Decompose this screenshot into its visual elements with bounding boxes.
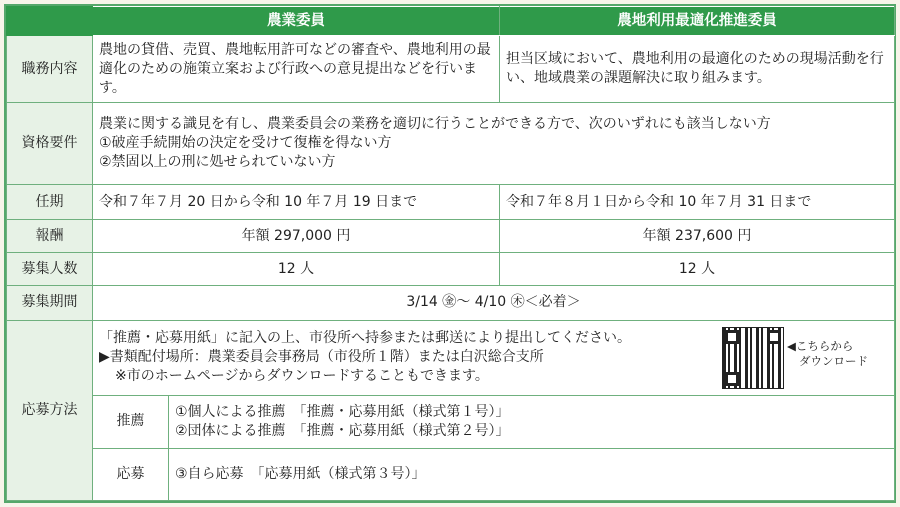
count-col2: 12 人	[500, 253, 895, 286]
recruitment-table-frame	[4, 4, 896, 503]
count-label: 募集人数	[7, 253, 93, 286]
apply-instructions	[93, 320, 895, 396]
qualification-line2: ①破産手続開始の決定を受けて復権を得ない方	[99, 135, 392, 152]
pay-col1: 年額 297,000 円	[93, 219, 500, 253]
pay-col2: 年額 237,600 円	[500, 219, 895, 253]
qualification-line3: ②禁固以上の刑に処せられていない方	[99, 154, 336, 171]
qualification-line1: 農業に関する識見を有し、農業委員会の業務を適切に行うことができる方で、次のいずれにも該当しない方	[99, 116, 771, 133]
duties-label: 職務内容	[7, 36, 93, 103]
self-apply-label: 応募	[93, 448, 169, 500]
term-col2: 令和７年８月１日から令和 10 年７月 31 日まで	[500, 185, 895, 220]
qualification-cell	[93, 103, 895, 185]
pay-label: 報酬	[7, 219, 93, 253]
recruitment-table	[6, 6, 895, 501]
qualification-label: 資格要件	[7, 103, 93, 185]
period-label: 募集期間	[7, 285, 93, 320]
period-value: 3/14 ㊎～ 4/10 ㊍＜必着＞	[93, 285, 895, 320]
recommend-line1: ①個人による推薦 「推薦・応募用紙（様式第１号）」	[175, 403, 510, 420]
recommend-label: 推薦	[93, 396, 169, 448]
duties-col1: 農地の貸借、売買、農地転用許可などの審査や、農地利用の最適化のための施策立案および行政への意見提出などを行います。	[93, 36, 500, 103]
qr-note	[787, 339, 868, 369]
header-promotion-committee: 農地利用最適化推進委員	[500, 7, 895, 36]
recommend-cell	[169, 396, 895, 448]
qr-code-icon[interactable]	[722, 327, 784, 389]
header-agricultural-committee: 農業委員	[93, 7, 500, 36]
qr-note-line2: ダウンロード	[799, 353, 868, 368]
term-col1: 令和７年７月 20 日から令和 10 年７月 19 日まで	[93, 185, 500, 220]
apply-line2: ▶書類配付場所：農業委員会事務局（市役所１階）または白沢総合支所	[99, 349, 544, 366]
recommend-line2: ②団体による推薦 「推薦・応募用紙（様式第２号）」	[175, 422, 510, 439]
apply-label: 応募方法	[7, 320, 93, 500]
term-label: 任期	[7, 185, 93, 220]
qr-note-line1: ◀こちらから	[787, 338, 854, 353]
apply-line3: ※市のホームページからダウンロードすることもできます。	[115, 368, 489, 385]
apply-line1: 「推薦・応募用紙」に記入の上、市役所へ持参または郵送により提出してください。	[99, 330, 631, 347]
self-apply-cell: ③自ら応募 「応募用紙（様式第３号）」	[169, 448, 895, 500]
count-col1: 12 人	[93, 253, 500, 286]
duties-col2: 担当区域において、農地利用の最適化のための現場活動を行い、地域農業の課題解決に取り組みます。	[500, 36, 895, 103]
header-corner	[7, 7, 93, 36]
